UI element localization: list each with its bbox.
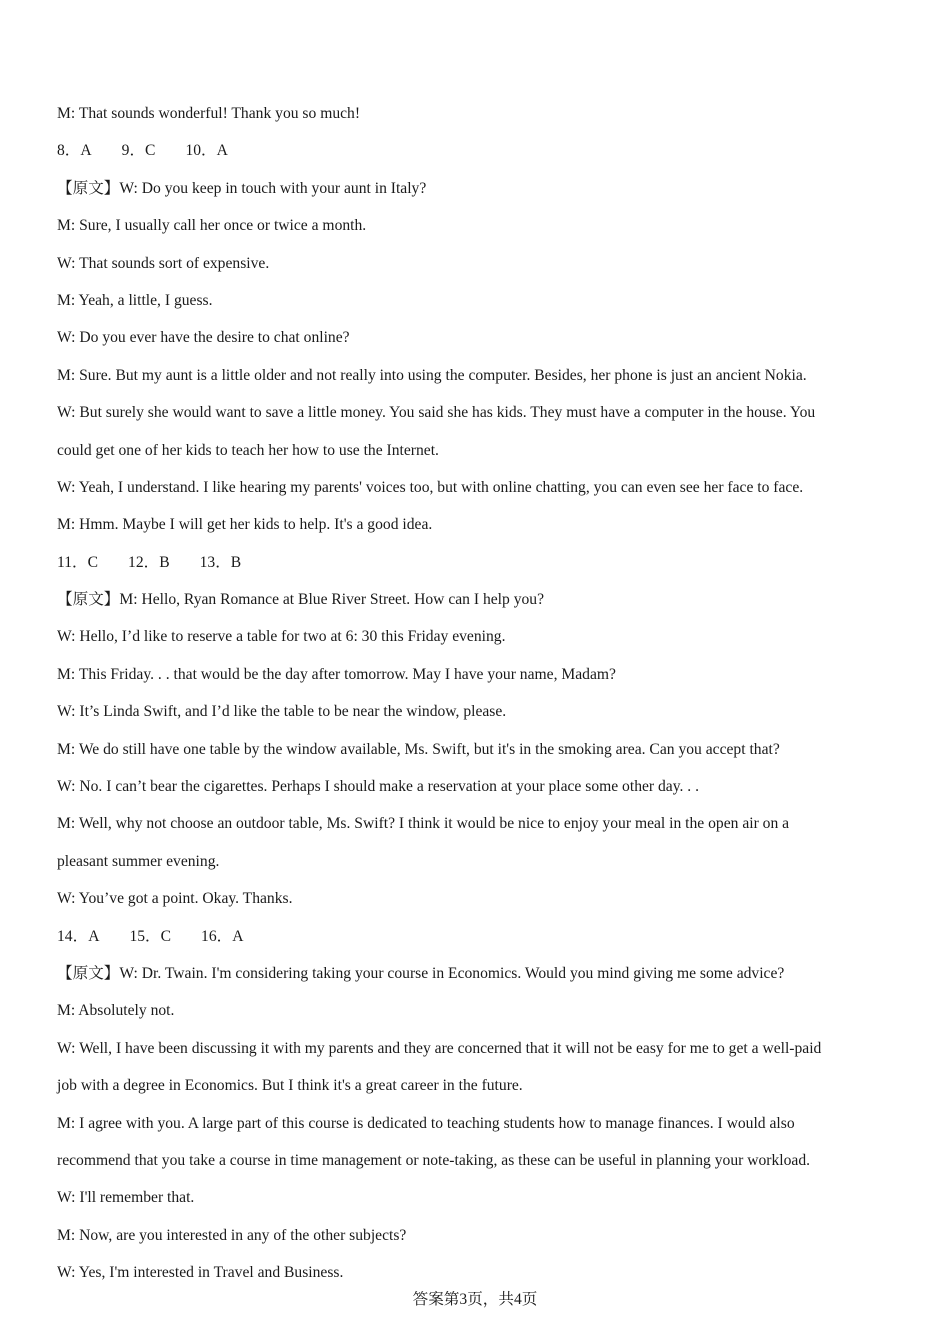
answer-key-line: [57, 544, 893, 581]
transcript-line: M: Absolutely not.: [57, 1002, 175, 1020]
transcript-line: W: No. I can’t bear the cigarettes. Perhaps I should make a reservation at your place some other day. . .: [57, 778, 699, 796]
transcript-line: W: But surely she would want to save a little money. You said she has kids. They must have a computer in the house. You: [57, 404, 816, 422]
answer-key-item: 8．A: [57, 142, 92, 160]
transcript-line: pleasant summer evening.: [57, 852, 220, 870]
answer-key-item: 15．C: [129, 927, 172, 945]
transcript-line: M: Well, why not choose an outdoor table, Ms. Swift? I think it would be nice to enjoy your meal in the open air on a: [57, 815, 790, 833]
transcript-line: 【原文】W: Dr. Twain. I'm considering taking your course in Economics. Would you mind giving me some advice?: [57, 964, 785, 982]
transcript-line: M: Hmm. Maybe I will get her kids to help. It's a good idea.: [57, 516, 433, 534]
transcript-line: M: Now, are you interested in any of the other subjects?: [57, 1226, 407, 1244]
page-footer: 答案第3页，共4页: [412, 1291, 538, 1308]
transcript-line: recommend that you take a course in time management or note-taking, as these can be useful in planning your workload.: [57, 1151, 811, 1169]
transcript-line: W: Yes, I'm interested in Travel and Business.: [57, 1264, 344, 1282]
transcript-line: W: Yeah, I understand. I like hearing my parents' voices too, but with online chatting, you can even see her face to face.: [57, 478, 804, 496]
transcript-line: W: I'll remember that.: [57, 1189, 195, 1207]
transcript-line: W: Do you ever have the desire to chat online?: [57, 329, 350, 347]
transcript-line: M: This Friday. . . that would be the day after tomorrow. May I have your name, Madam?: [57, 665, 616, 683]
transcript-line: W: That sounds sort of expensive.: [57, 254, 270, 272]
transcript-line: W: Well, I have been discussing it with my parents and they are concerned that it will not be easy for me to get a well-paid: [57, 1039, 822, 1057]
answer-key-item: 10．A: [185, 142, 228, 160]
transcript-line: M: Sure, I usually call her once or twice a month.: [57, 217, 367, 235]
answer-key-item: 11．C: [57, 553, 99, 571]
transcript-line: job with a degree in Economics. But I think it's a great career in the future.: [57, 1077, 523, 1095]
transcript-line: M: I agree with you. A large part of this course is dedicated to teaching students how to manage finances. I would also: [57, 1114, 795, 1132]
transcript-line: M: Yeah, a little, I guess.: [57, 291, 213, 309]
answer-key-item: 12．B: [128, 553, 170, 571]
transcript-line: M: Sure. But my aunt is a little older and not really into using the computer. Besides, her phone is just an ancient Nokia.: [57, 366, 807, 384]
answer-key-item: 9．C: [121, 142, 156, 160]
answer-key-line: [57, 132, 893, 169]
transcript-line: W: You’ve got a point. Okay. Thanks.: [57, 890, 293, 908]
transcript-line: 【原文】M: Hello, Ryan Romance at Blue River Street. How can I help you?: [57, 591, 545, 609]
transcript-line: could get one of her kids to teach her how to use the Internet.: [57, 441, 439, 459]
answer-key-line: [57, 918, 893, 955]
transcript-line: M: We do still have one table by the window available, Ms. Swift, but it's in the smoking area. Can you accept that?: [57, 740, 780, 758]
answer-key-item: 14．A: [57, 927, 100, 945]
answer-key-item: 16．A: [201, 927, 244, 945]
document-body: [57, 95, 893, 1292]
transcript-line: W: It’s Linda Swift, and I’d like the table to be near the window, please.: [57, 703, 507, 721]
transcript-line: W: Hello, I’d like to reserve a table for two at 6: 30 this Friday evening.: [57, 628, 506, 646]
transcript-line: M: That sounds wonderful! Thank you so much!: [57, 105, 361, 122]
transcript-line: 【原文】W: Do you keep in touch with your aunt in Italy?: [57, 179, 427, 197]
answer-key-item: 13．B: [199, 553, 242, 571]
